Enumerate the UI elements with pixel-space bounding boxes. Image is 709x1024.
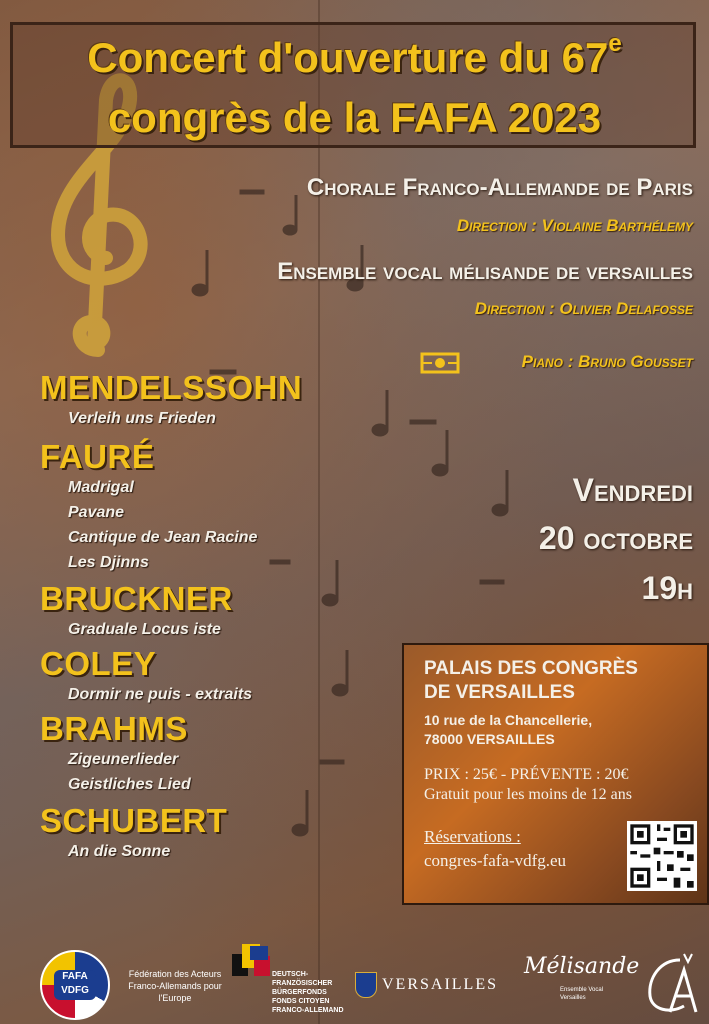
concert-date: 20 octobre	[538, 520, 693, 556]
fafa-logo	[40, 950, 110, 1020]
composer-name: BRUCKNER	[40, 580, 233, 617]
performer-1-direction: Direction : Violaine Barthélemy	[456, 216, 693, 235]
fafa-name-line-2: Franco-Allemands pour l'Europe	[128, 981, 222, 1003]
reservations-link[interactable]: congres-fafa-vdfg.eu	[424, 851, 567, 870]
work-title: Dormir ne puis - extraits	[68, 686, 253, 703]
venue-name-2: DE VERSAILLES	[424, 682, 575, 703]
work-title: Graduale Locus iste	[68, 621, 221, 638]
composer-name: COLEY	[40, 645, 157, 682]
composer-name: SCHUBERT	[40, 802, 228, 839]
work-title: Verleih uns Frieden	[68, 410, 216, 427]
composer-name: FAURÉ	[40, 438, 155, 475]
dfbf-line-2: FRANZÖSISCHER	[272, 980, 333, 987]
cfa-logo-icon	[640, 950, 702, 1016]
composer-name: BRAHMS	[40, 710, 188, 747]
performer-2-name: Ensemble vocal mélisande de versailles	[277, 258, 693, 285]
venue-name-1: PALAIS DES CONGRÈS	[424, 658, 638, 679]
dfbf-line-4: FONDS CITOYEN	[272, 998, 330, 1005]
fafa-name	[120, 968, 230, 1004]
work-title: Zigeunerlieder	[68, 751, 179, 768]
versailles-crest-icon	[355, 972, 377, 998]
dfbf-line-3: BÜRGERFONDS	[272, 989, 327, 996]
title-line-2: congrès de la FAFA 2023	[107, 94, 602, 141]
work-title: An die Sonne	[68, 843, 171, 860]
venue-box	[402, 643, 709, 905]
melisande-logo-subtitle: Ensemble Vocal Versailles	[560, 987, 604, 1001]
melisande-logo-text: Mélisande	[524, 954, 640, 979]
venue-address-2: 78000 VERSAILLES	[424, 731, 555, 747]
venue-address-1: 10 rue de la Chancellerie,	[424, 712, 593, 728]
reservations-label: Réservations :	[424, 827, 521, 846]
piano-credit: Piano : Bruno Gousset	[521, 352, 693, 371]
fafa-logo-text: FAFA VDFG	[54, 970, 96, 1000]
work-title: Cantique de Jean Racine	[68, 529, 258, 546]
composer-name: MENDELSSOHN	[40, 369, 303, 406]
dfbf-line-5: FRANCO-ALLEMAND	[272, 1007, 344, 1014]
ticket-price: PRIX : 25€ - PRÉVENTE : 20€	[424, 766, 629, 783]
dfbf-line-1: DEUTSCH-	[272, 971, 309, 978]
work-title: Madrigal	[68, 479, 134, 496]
free-entry-note: Gratuit pour les moins de 12 ans	[424, 786, 632, 803]
program-list	[40, 370, 330, 864]
fafa-name-line-1: Fédération des Acteurs	[128, 969, 222, 979]
piano-icon	[420, 350, 460, 380]
performer-2-direction: Direction : Olivier Delafosse	[474, 299, 693, 318]
title-line-1: Concert d'ouverture du 67e	[87, 30, 622, 81]
work-title: Geistliches Lied	[68, 776, 191, 793]
concert-day: Vendredi	[572, 472, 693, 508]
dfbf-name	[272, 970, 344, 1015]
qr-code-icon[interactable]	[627, 821, 697, 891]
versailles-logo-text: VERSAILLES	[382, 976, 498, 993]
work-title: Pavane	[68, 504, 125, 521]
concert-time: 19h	[641, 570, 693, 606]
performer-1-name: Chorale Franco-Allemande de Paris	[306, 174, 693, 201]
dfbf-logo-icon	[232, 944, 272, 980]
work-title: Les Djinns	[68, 554, 149, 571]
